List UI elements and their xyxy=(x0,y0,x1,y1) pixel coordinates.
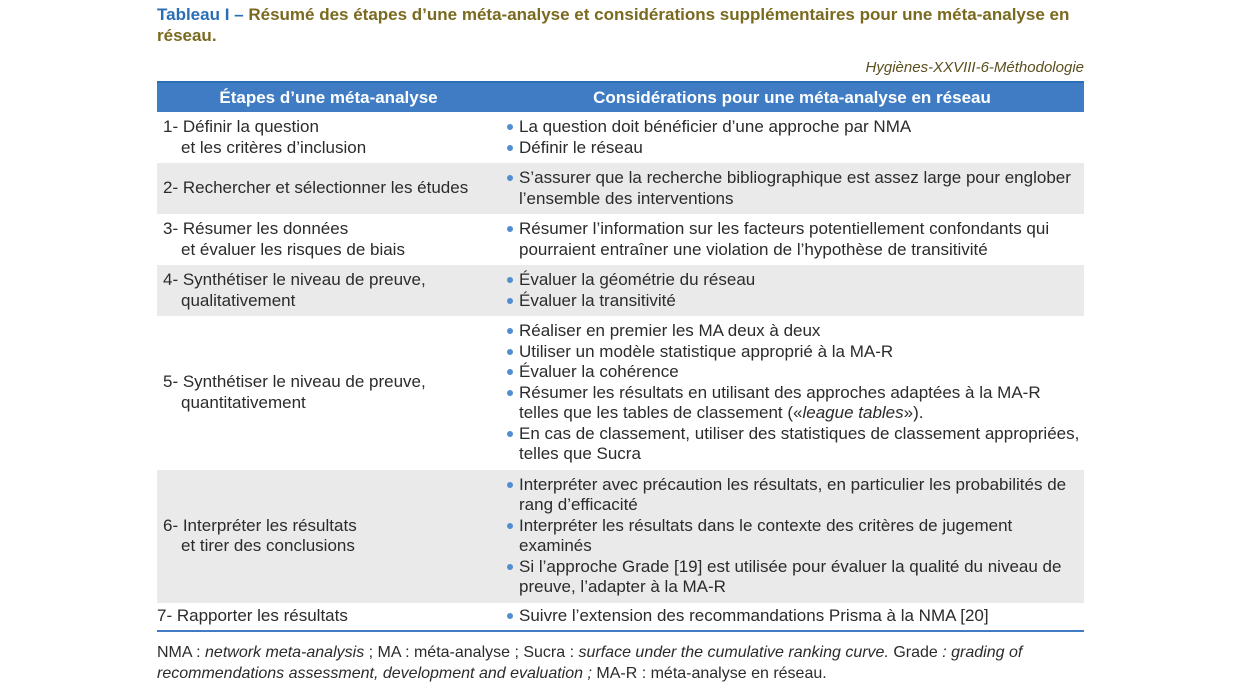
consideration-item: Suivre l’extension des recommandations Prisma à la NMA [20] xyxy=(505,606,1084,627)
header-steps: Étapes d’une méta-analyse xyxy=(157,82,500,112)
step-text: 3- Résumer les données xyxy=(163,219,349,238)
step-text-cont: et les critères d’inclusion xyxy=(181,137,367,157)
table-caption: Résumé des étapes d’une méta-analyse et considérations supplémentaires pour une méta-analyse en réseau. xyxy=(157,5,1070,45)
consideration-cell xyxy=(500,316,1084,470)
step-text-cont: et évaluer les risques de biais xyxy=(181,239,405,259)
step-text: 6- Interpréter les résultats xyxy=(163,515,357,535)
consideration-item xyxy=(505,383,1084,424)
consideration-item: En cas de classement, utiliser des statistiques de classement appropriées, telles que Sucra xyxy=(505,424,1084,465)
summary-table xyxy=(157,81,1084,632)
consideration-item: S’assurer que la recherche bibliographique est assez large pour englober l’ensemble des interventions xyxy=(505,168,1084,209)
step-text: 5- Synthétiser le niveau de preuve, xyxy=(163,372,426,392)
table-figure xyxy=(157,0,1084,684)
item-italic: league tables xyxy=(802,403,904,422)
item-text: Résumer les résultats en utilisant des approches adaptées à la MA-R telles que les tables de classement (« xyxy=(519,382,1041,422)
table-label: Tableau I – xyxy=(157,5,244,24)
consideration-item: Évaluer la transitivité xyxy=(505,291,1084,312)
step-cell xyxy=(157,214,500,265)
consideration-cell xyxy=(500,265,1084,316)
step-text-cont: qualitativement xyxy=(181,290,296,310)
item-text-end: »). xyxy=(903,403,924,422)
step-cell xyxy=(157,603,500,632)
consideration-item: La question doit bénéficier d’une approche par NMA xyxy=(505,117,1084,138)
step-text: 1- Définir la question xyxy=(163,117,319,136)
footnote-text: Grade xyxy=(888,644,943,661)
table-row xyxy=(157,112,1084,163)
step-cell xyxy=(157,470,500,603)
consideration-cell xyxy=(500,214,1084,265)
footnote-italic: network meta-analysis xyxy=(205,644,365,661)
consideration-item: Résumer l’information sur les facteurs potentiellement confondants qui pourraient entraîner une violation de l’hypothèse de transitivité xyxy=(505,219,1084,260)
footnote-italic: surface under the cumulative ranking curve. xyxy=(578,644,889,661)
consideration-cell xyxy=(500,470,1084,603)
step-cell xyxy=(157,112,500,163)
consideration-cell xyxy=(500,163,1084,214)
consideration-item: Si l’approche Grade [19] est utilisée pour évaluer la qualité du niveau de preuve, l’adapter à la MA-R xyxy=(505,557,1084,598)
table-row xyxy=(157,470,1084,603)
header-row xyxy=(157,82,1084,112)
step-text: 2- Rechercher et sélectionner les études xyxy=(163,178,469,198)
step-text-cont: quantitativement xyxy=(181,392,306,412)
consideration-item: Interpréter les résultats dans le contexte des critères de jugement examinés xyxy=(505,516,1084,557)
consideration-item: Interpréter avec précaution les résultats, en particulier les probabilités de rang d’efficacité xyxy=(505,475,1084,516)
footnote-text: ; MA : méta-analyse ; Sucra : xyxy=(364,644,579,661)
consideration-cell xyxy=(500,112,1084,163)
table-row xyxy=(157,316,1084,470)
table-row xyxy=(157,163,1084,214)
footnote-text: NMA : xyxy=(157,644,206,661)
step-text: 4- Synthétiser le niveau de preuve, xyxy=(163,270,426,289)
consideration-cell xyxy=(500,603,1084,632)
table-footnote xyxy=(157,642,1084,684)
table-row xyxy=(157,265,1084,316)
table-title xyxy=(157,4,1084,46)
step-cell xyxy=(157,163,500,214)
header-considerations: Considérations pour une méta-analyse en réseau xyxy=(500,82,1084,112)
step-text: 7- Rapporter les résultats xyxy=(157,605,348,625)
step-text-cont: et tirer des conclusions xyxy=(181,536,355,555)
source-line: Hygiènes-XXVIII-6-Méthodologie xyxy=(865,59,1084,76)
table-row xyxy=(157,214,1084,265)
step-cell xyxy=(157,265,500,316)
footnote-italic: : grading of recommendations assessment, development and evaluation ; xyxy=(157,644,1023,682)
step-cell xyxy=(157,316,500,470)
consideration-item: Réaliser en premier les MA deux à deux xyxy=(505,321,1084,342)
footnote-text: MA-R : méta-analyse en réseau. xyxy=(591,665,827,682)
consideration-item: Évaluer la géométrie du réseau xyxy=(505,270,1084,291)
table-row xyxy=(157,603,1084,632)
consideration-item: Évaluer la cohérence xyxy=(505,362,1084,383)
consideration-item: Utiliser un modèle statistique approprié à la MA-R xyxy=(505,342,1084,363)
consideration-item: Définir le réseau xyxy=(505,138,1084,159)
